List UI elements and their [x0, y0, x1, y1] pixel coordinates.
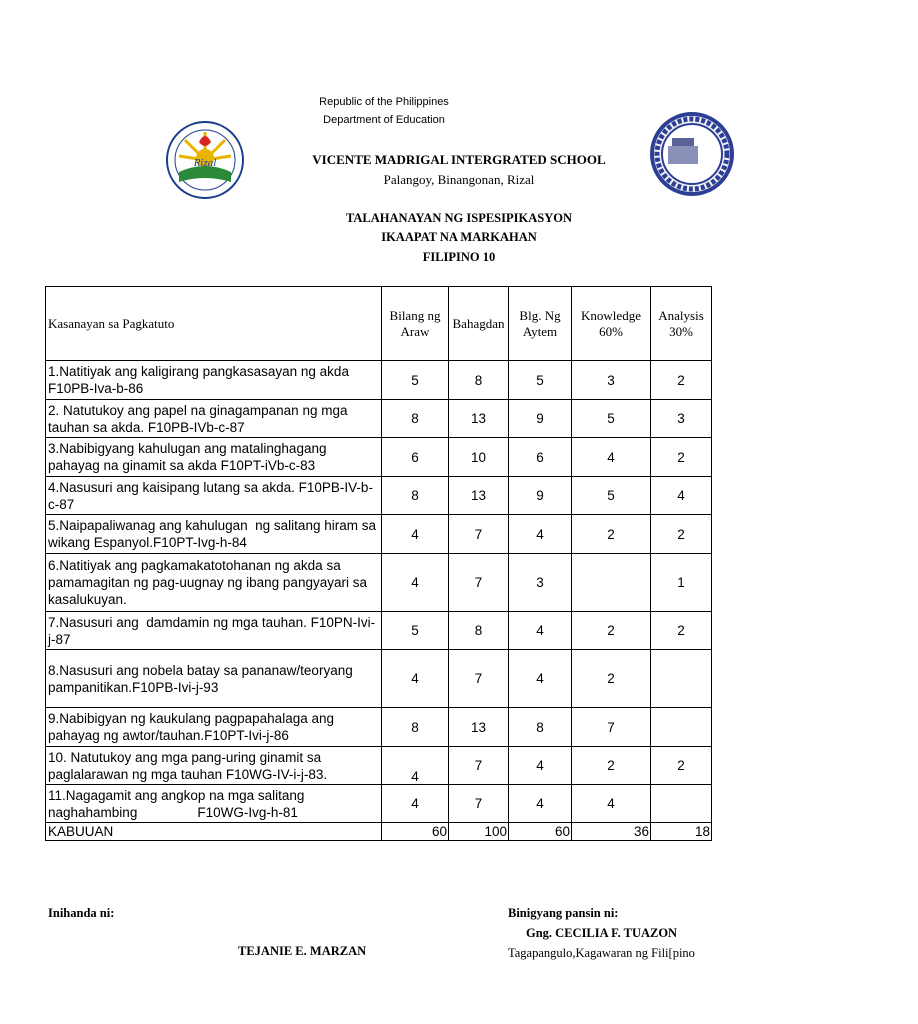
- row-competency: 8.Nasusuri ang nobela batay sa pananaw/teoryang pampanitikan.F10PB-Ivi-j-93: [46, 650, 382, 708]
- row-days: 4: [382, 747, 449, 785]
- header-analysis: Analysis 30%: [651, 287, 712, 361]
- row-items: 5: [509, 361, 572, 400]
- noted-by-position: Tagapangulo,Kagawaran ng Fili[pino: [508, 946, 695, 960]
- title-line-1: TALAHANAYAN NG ISPESIPIKASYON: [346, 211, 572, 225]
- row-items: 9: [509, 477, 572, 515]
- row-items: 6: [509, 438, 572, 477]
- row-competency: 5.Naipapaliwanag ang kahulugan ng salitang hiram sa wikang Espanyol.F10PT-Ivg-h-84: [46, 515, 382, 554]
- total-label: KABUUAN: [46, 823, 382, 841]
- row-items: 4: [509, 747, 572, 785]
- row-analysis: [651, 785, 712, 823]
- row-analysis: 2: [651, 612, 712, 650]
- row-analysis: 2: [651, 515, 712, 554]
- row-percent: 8: [449, 361, 509, 400]
- row-items: 4: [509, 515, 572, 554]
- row-competency: 10. Natutukoy ang mga pang-uring ginamit sa paglalarawan ng mga tauhan F10WG-IV-i-j-83.: [46, 747, 382, 785]
- row-competency: 9.Nabibigyan ng kaukulang pagpapahalaga ang pahayag ng awtor/tauhan.F10PT-Ivi-j-86: [46, 708, 382, 747]
- row-days: 4: [382, 554, 449, 612]
- table-header-row: [46, 287, 712, 361]
- row-knowledge: 4: [572, 438, 651, 477]
- header-items: Blg. Ng Aytem: [509, 287, 572, 361]
- header-competency: Kasanayan sa Pagkatuto: [46, 287, 382, 361]
- row-knowledge: 3: [572, 361, 651, 400]
- row-analysis: 2: [651, 438, 712, 477]
- total-days: 60: [382, 823, 449, 841]
- table-row: [46, 554, 712, 612]
- table-total-row: [46, 823, 712, 841]
- row-knowledge: 2: [572, 650, 651, 708]
- table-row: [46, 708, 712, 747]
- title-line-3: FILIPINO 10: [422, 250, 496, 264]
- row-days: 8: [382, 708, 449, 747]
- row-competency: 4.Nasusuri ang kaisipang lutang sa akda. F10PB-IV-b-c-87: [46, 477, 382, 515]
- row-analysis: [651, 708, 712, 747]
- row-percent: 7: [449, 650, 509, 708]
- row-knowledge: 5: [572, 477, 651, 515]
- table-row: [46, 400, 712, 438]
- row-competency: 1.Natitiyak ang kaligirang pangkasasayan ng akda F10PB-Iva-b-86: [46, 361, 382, 400]
- row-percent: 13: [449, 708, 509, 747]
- row-days: 4: [382, 515, 449, 554]
- total-knowledge: 36: [572, 823, 651, 841]
- row-days: 8: [382, 477, 449, 515]
- table-row: [46, 650, 712, 708]
- table-row: [46, 438, 712, 477]
- row-items: 4: [509, 785, 572, 823]
- row-items: 8: [509, 708, 572, 747]
- republic-text: Republic of the Philippines: [319, 96, 449, 108]
- total-percent: 100: [449, 823, 509, 841]
- row-analysis: 3: [651, 400, 712, 438]
- row-days: 4: [382, 785, 449, 823]
- noted-by-label: Binigyang pansin ni:: [508, 906, 619, 920]
- row-percent: 7: [449, 785, 509, 823]
- title-line-2: IKAAPAT NA MARKAHAN: [381, 230, 537, 244]
- row-percent: 13: [449, 400, 509, 438]
- row-percent: 7: [449, 747, 509, 785]
- noted-by-name: Gng. CECILIA F. TUAZON: [526, 926, 678, 940]
- row-knowledge: 4: [572, 785, 651, 823]
- row-analysis: [651, 650, 712, 708]
- row-knowledge: 2: [572, 612, 651, 650]
- total-analysis: 18: [651, 823, 712, 841]
- school-name: VICENTE MADRIGAL INTERGRATED SCHOOL: [312, 152, 606, 167]
- row-items: 9: [509, 400, 572, 438]
- row-percent: 13: [449, 477, 509, 515]
- row-analysis: 4: [651, 477, 712, 515]
- row-knowledge: 2: [572, 515, 651, 554]
- row-days: 8: [382, 400, 449, 438]
- total-items: 60: [509, 823, 572, 841]
- row-analysis: 1: [651, 554, 712, 612]
- school-address: Palangoy, Binangonan, Rizal: [383, 172, 535, 187]
- row-competency: 6.Natitiyak ang pagkamakatotohanan ng akda sa pamamagitan ng pag-uugnay ng ibang pangyayari sa kasalukuyan.: [46, 554, 382, 612]
- row-items: 4: [509, 650, 572, 708]
- header-knowledge: Knowledge 60%: [572, 287, 651, 361]
- row-percent: 7: [449, 554, 509, 612]
- header-percent: Bahagdan: [449, 287, 509, 361]
- row-competency: 2. Natutukoy ang papel na ginagampanan ng mga tauhan sa akda. F10PB-IVb-c-87: [46, 400, 382, 438]
- row-analysis: 2: [651, 361, 712, 400]
- row-days: 6: [382, 438, 449, 477]
- row-analysis: 2: [651, 747, 712, 785]
- department-text: Department of Education: [323, 114, 445, 126]
- table-row: [46, 515, 712, 554]
- row-competency: 3.Nabibigyang kahulugan ang matalinghagang pahayag na ginamit sa akda F10PT-iVb-c-83: [46, 438, 382, 477]
- row-days: 5: [382, 612, 449, 650]
- table-row: [46, 747, 712, 785]
- table-row: [46, 785, 712, 823]
- header-days: Bilang ng Araw: [382, 287, 449, 361]
- row-competency: 7.Nasusuri ang damdamin ng mga tauhan. F10PN-Ivi-j-87: [46, 612, 382, 650]
- row-knowledge: [572, 554, 651, 612]
- row-competency: 11.Nagagamit ang angkop na mga salitang naghahambing F10WG-Ivg-h-81: [46, 785, 382, 823]
- table-row: [46, 612, 712, 650]
- row-knowledge: 5: [572, 400, 651, 438]
- row-percent: 8: [449, 612, 509, 650]
- row-days: 4: [382, 650, 449, 708]
- prepared-by-name: TEJANIE E. MARZAN: [238, 944, 367, 958]
- row-days: 5: [382, 361, 449, 400]
- row-knowledge: 2: [572, 747, 651, 785]
- row-items: 4: [509, 612, 572, 650]
- table-row: [46, 477, 712, 515]
- row-percent: 10: [449, 438, 509, 477]
- table-row: [46, 361, 712, 400]
- prepared-by-label: Inihanda ni:: [48, 906, 115, 920]
- logo-text-rizal: Rizal: [193, 157, 217, 169]
- specification-table: [45, 286, 712, 841]
- row-percent: 7: [449, 515, 509, 554]
- row-items: 3: [509, 554, 572, 612]
- row-knowledge: 7: [572, 708, 651, 747]
